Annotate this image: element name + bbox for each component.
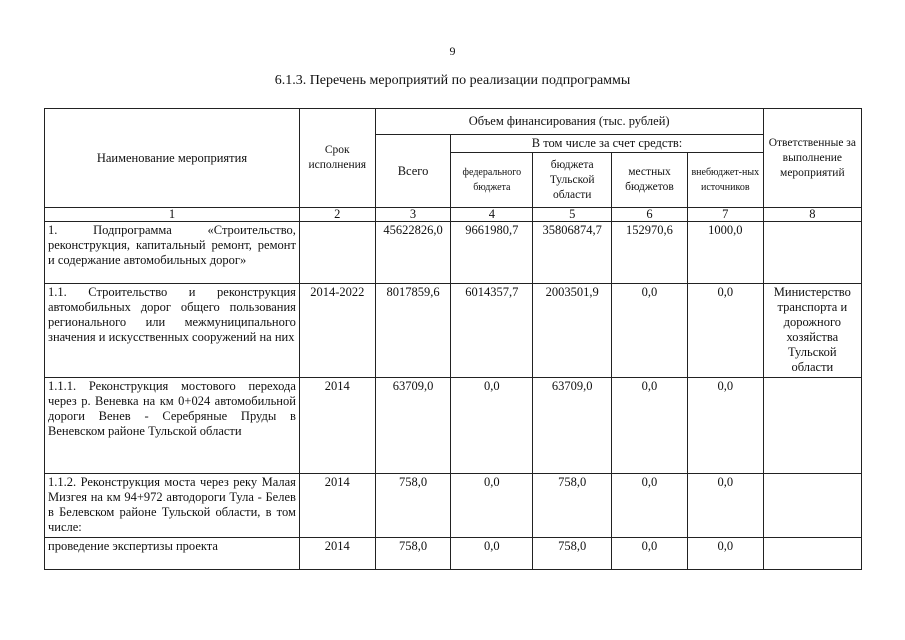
row-local: 0,0: [612, 474, 688, 538]
header-term: Срок исполнения: [299, 109, 375, 208]
page-number: 9: [449, 44, 456, 58]
header-regional: бюджета Тульской области: [533, 153, 612, 208]
row-regional: 2003501,9: [533, 284, 612, 378]
table-row: [45, 222, 862, 284]
row-federal: 0,0: [451, 474, 533, 538]
row-local: 0,0: [612, 538, 688, 570]
row-federal: 0,0: [451, 538, 533, 570]
table-row: [45, 284, 862, 378]
column-number: 6: [612, 208, 688, 222]
section-heading: 6.1.3. Перечень мероприятий по реализации подпрограммы: [274, 73, 631, 88]
table-row: [45, 378, 862, 474]
row-federal: 6014357,7: [451, 284, 533, 378]
column-number: 8: [763, 208, 861, 222]
row-responsible: [763, 538, 861, 570]
row-name: 1.1.2. Реконструкция моста через реку Малая Мизгея на км 94+972 автодороги Тула - Белев в Белевском районе Тульской области, в том числе:: [45, 474, 300, 538]
header-responsible: Ответственные за выполнение мероприятий: [763, 109, 861, 208]
table-row: [45, 538, 862, 570]
row-term: 2014-2022: [299, 284, 375, 378]
row-name: 1.1.1. Реконструкция мостового перехода через р. Веневка на км 0+024 автомобильной дороги Венев - Серебряные Пруды в Веневском районе Тульской области: [45, 378, 300, 474]
row-local: 152970,6: [612, 222, 688, 284]
column-number: 5: [533, 208, 612, 222]
measures-table: [44, 108, 862, 570]
row-federal: 9661980,7: [451, 222, 533, 284]
row-responsible: [763, 378, 861, 474]
row-local: 0,0: [612, 284, 688, 378]
row-local: 0,0: [612, 378, 688, 474]
row-extra: 0,0: [687, 284, 763, 378]
header-local: местных бюджетов: [612, 153, 688, 208]
row-name: 1.1. Строительство и реконструкция автомобильных дорог общего пользования регионального или межмуниципального значения и искусственных сооружений на них: [45, 284, 300, 378]
row-name: 1. Подпрограмма «Строительство, реконструкция, капитальный ремонт, ремонт и содержание автомобильных дорог»: [45, 222, 300, 284]
header-federal: федерального бюджета: [451, 153, 533, 208]
row-extra: 1000,0: [687, 222, 763, 284]
row-name: проведение экспертизы проекта: [45, 538, 300, 570]
row-total: 758,0: [375, 538, 451, 570]
column-number: 7: [687, 208, 763, 222]
row-regional: 758,0: [533, 474, 612, 538]
row-responsible: [763, 474, 861, 538]
header-name: Наименование мероприятия: [45, 109, 300, 208]
row-term: 2014: [299, 538, 375, 570]
row-total: 758,0: [375, 474, 451, 538]
column-number: 2: [299, 208, 375, 222]
row-total: 63709,0: [375, 378, 451, 474]
row-responsible: [763, 222, 861, 284]
header-funding-volume: Объем финансирования (тыс. рублей): [375, 109, 763, 135]
row-term: 2014: [299, 378, 375, 474]
row-federal: 0,0: [451, 378, 533, 474]
row-extra: 0,0: [687, 378, 763, 474]
row-extra: 0,0: [687, 474, 763, 538]
row-term: 2014: [299, 474, 375, 538]
row-total: 8017859,6: [375, 284, 451, 378]
row-total: 45622826,0: [375, 222, 451, 284]
row-responsible: Министерство транспорта и дорожного хозяйства Тульской области: [763, 284, 861, 378]
header-including: В том числе за счет средств:: [451, 135, 763, 153]
row-regional: 63709,0: [533, 378, 612, 474]
column-number: 1: [45, 208, 300, 222]
row-regional: 35806874,7: [533, 222, 612, 284]
table-row: [45, 474, 862, 538]
column-number: 4: [451, 208, 533, 222]
header-total: Всего: [375, 135, 451, 208]
column-numbers-row: [45, 208, 862, 222]
row-regional: 758,0: [533, 538, 612, 570]
header-extrabudget: внебюджет-ных источников: [687, 153, 763, 208]
column-number: 3: [375, 208, 451, 222]
row-extra: 0,0: [687, 538, 763, 570]
row-term: [299, 222, 375, 284]
